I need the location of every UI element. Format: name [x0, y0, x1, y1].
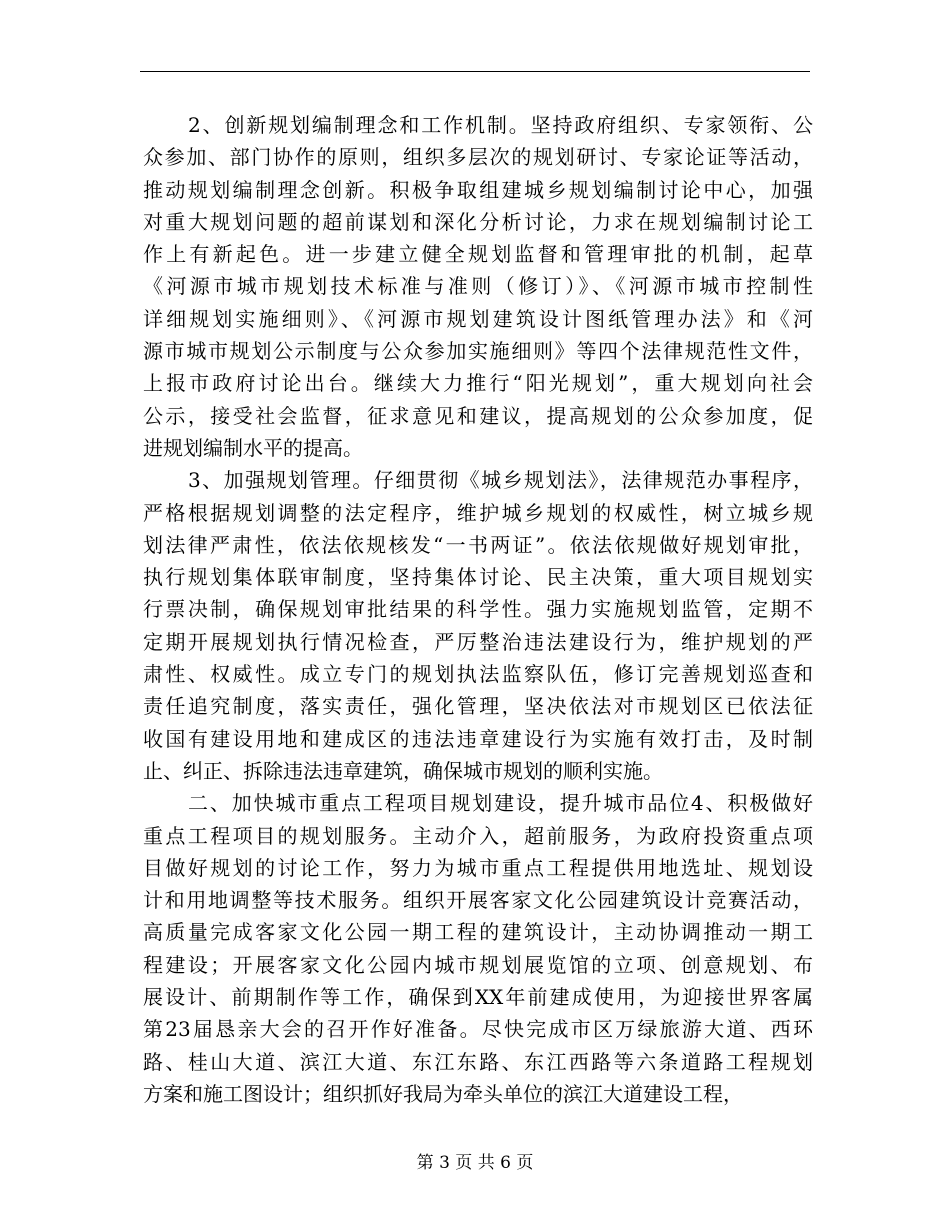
text-line: 高质量完成客家文化公园一期工程的建筑设计，主动协调推动一期工	[143, 920, 813, 945]
text-line: 划法律严肃性，依法依规核发“一书两证”。依法依规做好规划审批，	[143, 532, 813, 557]
text-line: 程建设；开展客家文化公园内城市规划展览馆的立项、创意规划、布	[143, 952, 813, 977]
text-line: 第23届恳亲大会的召开作好准备。尽快完成市区万绿旅游大道、西环	[143, 1017, 813, 1042]
text-line: 行票决制，确保规划审批结果的科学性。强力实施规划监管，定期不	[143, 597, 813, 622]
text-line: 众参加、部门协作的原则，组织多层次的规划研讨、专家论证等活动，	[143, 145, 813, 170]
text-line: 推动规划编制理念创新。积极争取组建城乡规划编制讨论中心，加强	[143, 177, 813, 202]
paragraph	[143, 109, 813, 464]
text-line: 对重大规划问题的超前谋划和深化分析讨论，力求在规划编制讨论工	[143, 209, 813, 234]
text-line: 源市城市规划公示制度与公众参加实施细则》等四个法律规范性文件，	[143, 339, 813, 364]
text-line: 肃性、权威性。成立专门的规划执法监察队伍，修订完善规划巡查和	[143, 662, 813, 687]
text-line: 详细规划实施细则》、《河源市规划建筑设计图纸管理办法》和《河	[143, 306, 813, 331]
text-line: 定期开展规划执行情况检查，严厉整治违法建设行为，维护规划的严	[143, 629, 813, 654]
text-line: 方案和施工图设计；组织抓好我局为牵头单位的滨江大道建设工程，	[143, 1081, 743, 1106]
text-line: 二、加快城市重点工程项目规划建设，提升城市品位4、积极做好	[188, 791, 813, 816]
text-line: 责任追究制度，落实责任，强化管理，坚决依法对市规划区已依法征	[143, 694, 813, 719]
text-line: 计和用地调整等技术服务。组织开展客家文化公园建筑设计竞赛活动，	[143, 888, 813, 913]
page-number-footer: 第 3 页 共 6 页	[416, 1153, 534, 1173]
text-line: 进规划编制水平的提高。	[143, 435, 363, 460]
text-line: 收国有建设用地和建成区的违法违章建设行为实施有效打击，及时制	[143, 726, 813, 751]
text-line: 路、桂山大道、滨江大道、东江东路、东江西路等六条道路工程规划	[143, 1049, 813, 1074]
text-line: 上报市政府讨论出台。继续大力推行“阳光规划”，重大规划向社会	[143, 371, 813, 396]
text-line: 公示，接受社会监督，征求意见和建议，提高规划的公众参加度，促	[143, 403, 813, 428]
text-line: 《河源市城市规划技术标准与准则（修订）》、《河源市城市控制性	[143, 274, 813, 299]
body-text	[143, 109, 813, 1110]
paragraph	[143, 787, 813, 1110]
text-line: 3、加强规划管理。仔细贯彻《城乡规划法》，法律规范办事程序，	[188, 468, 813, 493]
header-rule	[140, 71, 810, 72]
text-line: 止、纠正、拆除违法违章建筑，确保城市规划的顺利实施。	[143, 758, 663, 783]
text-line: 严格根据规划调整的法定程序，维护城乡规划的权威性，树立城乡规	[143, 500, 813, 525]
text-line: 2、创新规划编制理念和工作机制。坚持政府组织、专家领衔、公	[188, 113, 813, 137]
text-line: 重点工程项目的规划服务。主动介入，超前服务，为政府投资重点项	[143, 823, 813, 848]
paragraph	[143, 464, 813, 787]
text-line: 展设计、前期制作等工作，确保到XX年前建成使用，为迎接世界客属	[143, 985, 813, 1010]
text-line: 作上有新起色。进一步建立健全规划监督和管理审批的机制，起草	[143, 242, 813, 267]
text-line: 目做好规划的讨论工作，努力为城市重点工程提供用地选址、规划设	[143, 855, 813, 880]
text-line: 执行规划集体联审制度，坚持集体讨论、民主决策，重大项目规划实	[143, 565, 813, 590]
